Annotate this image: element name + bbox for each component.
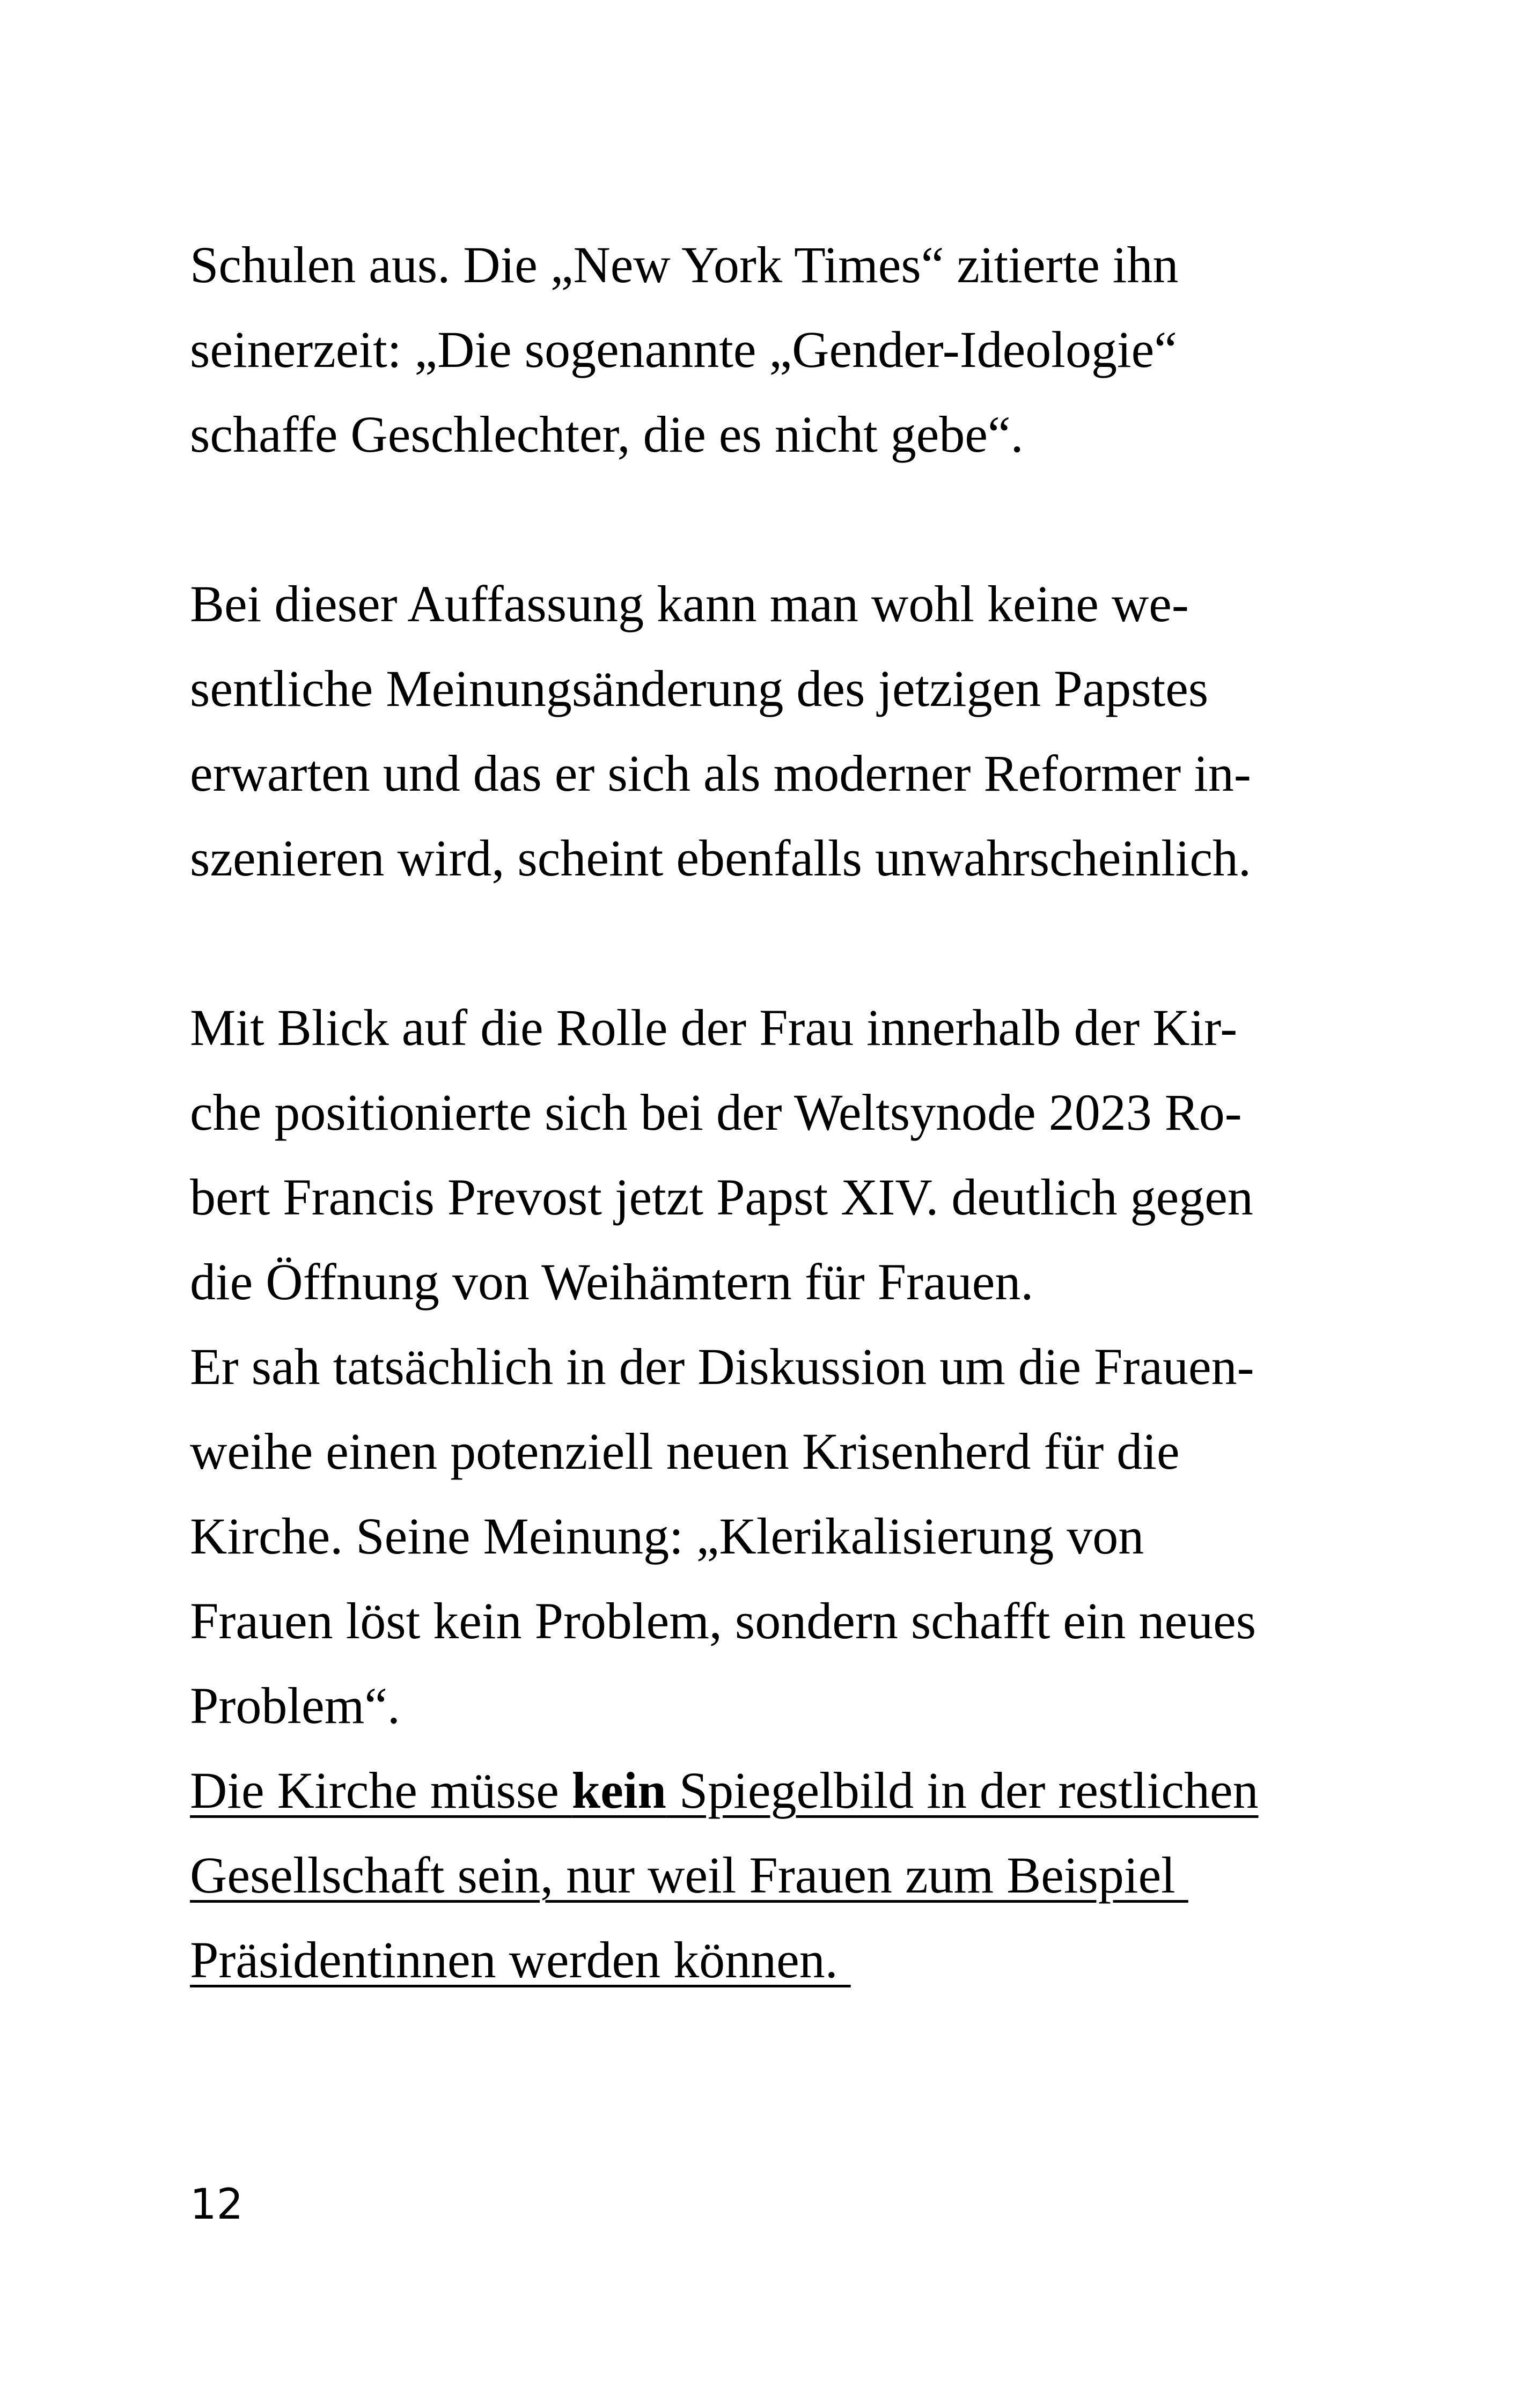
text-line: schaffe Geschlechter, die es nicht gebe“.: [190, 406, 1024, 463]
underlined-text-part: Spiegelbild in der restlichen: [666, 1762, 1259, 1819]
body-text: [190, 223, 1370, 2002]
paragraph-gap: [190, 901, 1370, 985]
paragraph-2: [190, 562, 1370, 901]
text-line: Problem“.: [190, 1677, 400, 1734]
underlined-line: [190, 1748, 1370, 1833]
underlined-text-part: Die Kirche müsse: [190, 1762, 572, 1819]
paragraph-3: [190, 985, 1370, 2002]
text-line: Mit Blick auf die Rolle der Frau innerhalb der Kir-: [190, 999, 1238, 1056]
text-line: erwarten und das er sich als moderner Reformer in-: [190, 745, 1251, 802]
text-line: seinerzeit: „Die sogenannte „Gender-Ideologie“: [190, 321, 1177, 378]
underlined-text: Gesellschaft sein, nur weil Frauen zum Beispiel: [190, 1846, 1188, 1904]
text-line: che positionierte sich bei der Weltsynode 2023 Ro-: [190, 1084, 1242, 1141]
underlined-line: [190, 1833, 1370, 1918]
text-line: Bei dieser Auffassung kann man wohl keine we-: [190, 575, 1189, 632]
underlined-line: [190, 1918, 1370, 2002]
text-line: Schulen aus. Die „New York Times“ zitierte ihn: [190, 236, 1179, 293]
text-line: Frauen löst kein Problem, sondern schafft ein neues: [190, 1592, 1257, 1649]
text-line: Er sah tatsächlich in der Diskussion um die Frauen-: [190, 1338, 1254, 1395]
text-line: szenieren wird, scheint ebenfalls unwahrscheinlich.: [190, 829, 1251, 887]
page-number: 12: [190, 2181, 244, 2229]
underlined-text: [190, 1762, 1259, 1819]
text-line: bert Francis Prevost jetzt Papst XIV. deutlich gegen: [190, 1168, 1253, 1226]
paragraph-gap: [190, 477, 1370, 562]
text-line: sentliche Meinungsänderung des jetzigen Papstes: [190, 660, 1209, 717]
underlined-text: Präsidentinnen werden können.: [190, 1931, 851, 1989]
text-line: die Öffnung von Weihämtern für Frauen.: [190, 1253, 1034, 1310]
text-line: Kirche. Seine Meinung: „Klerikalisierung von: [190, 1507, 1144, 1565]
paragraph-1: [190, 223, 1370, 477]
text-line: weihe einen potenziell neuen Krisenherd für die: [190, 1423, 1180, 1480]
bold-emphasis: kein: [571, 1762, 666, 1819]
